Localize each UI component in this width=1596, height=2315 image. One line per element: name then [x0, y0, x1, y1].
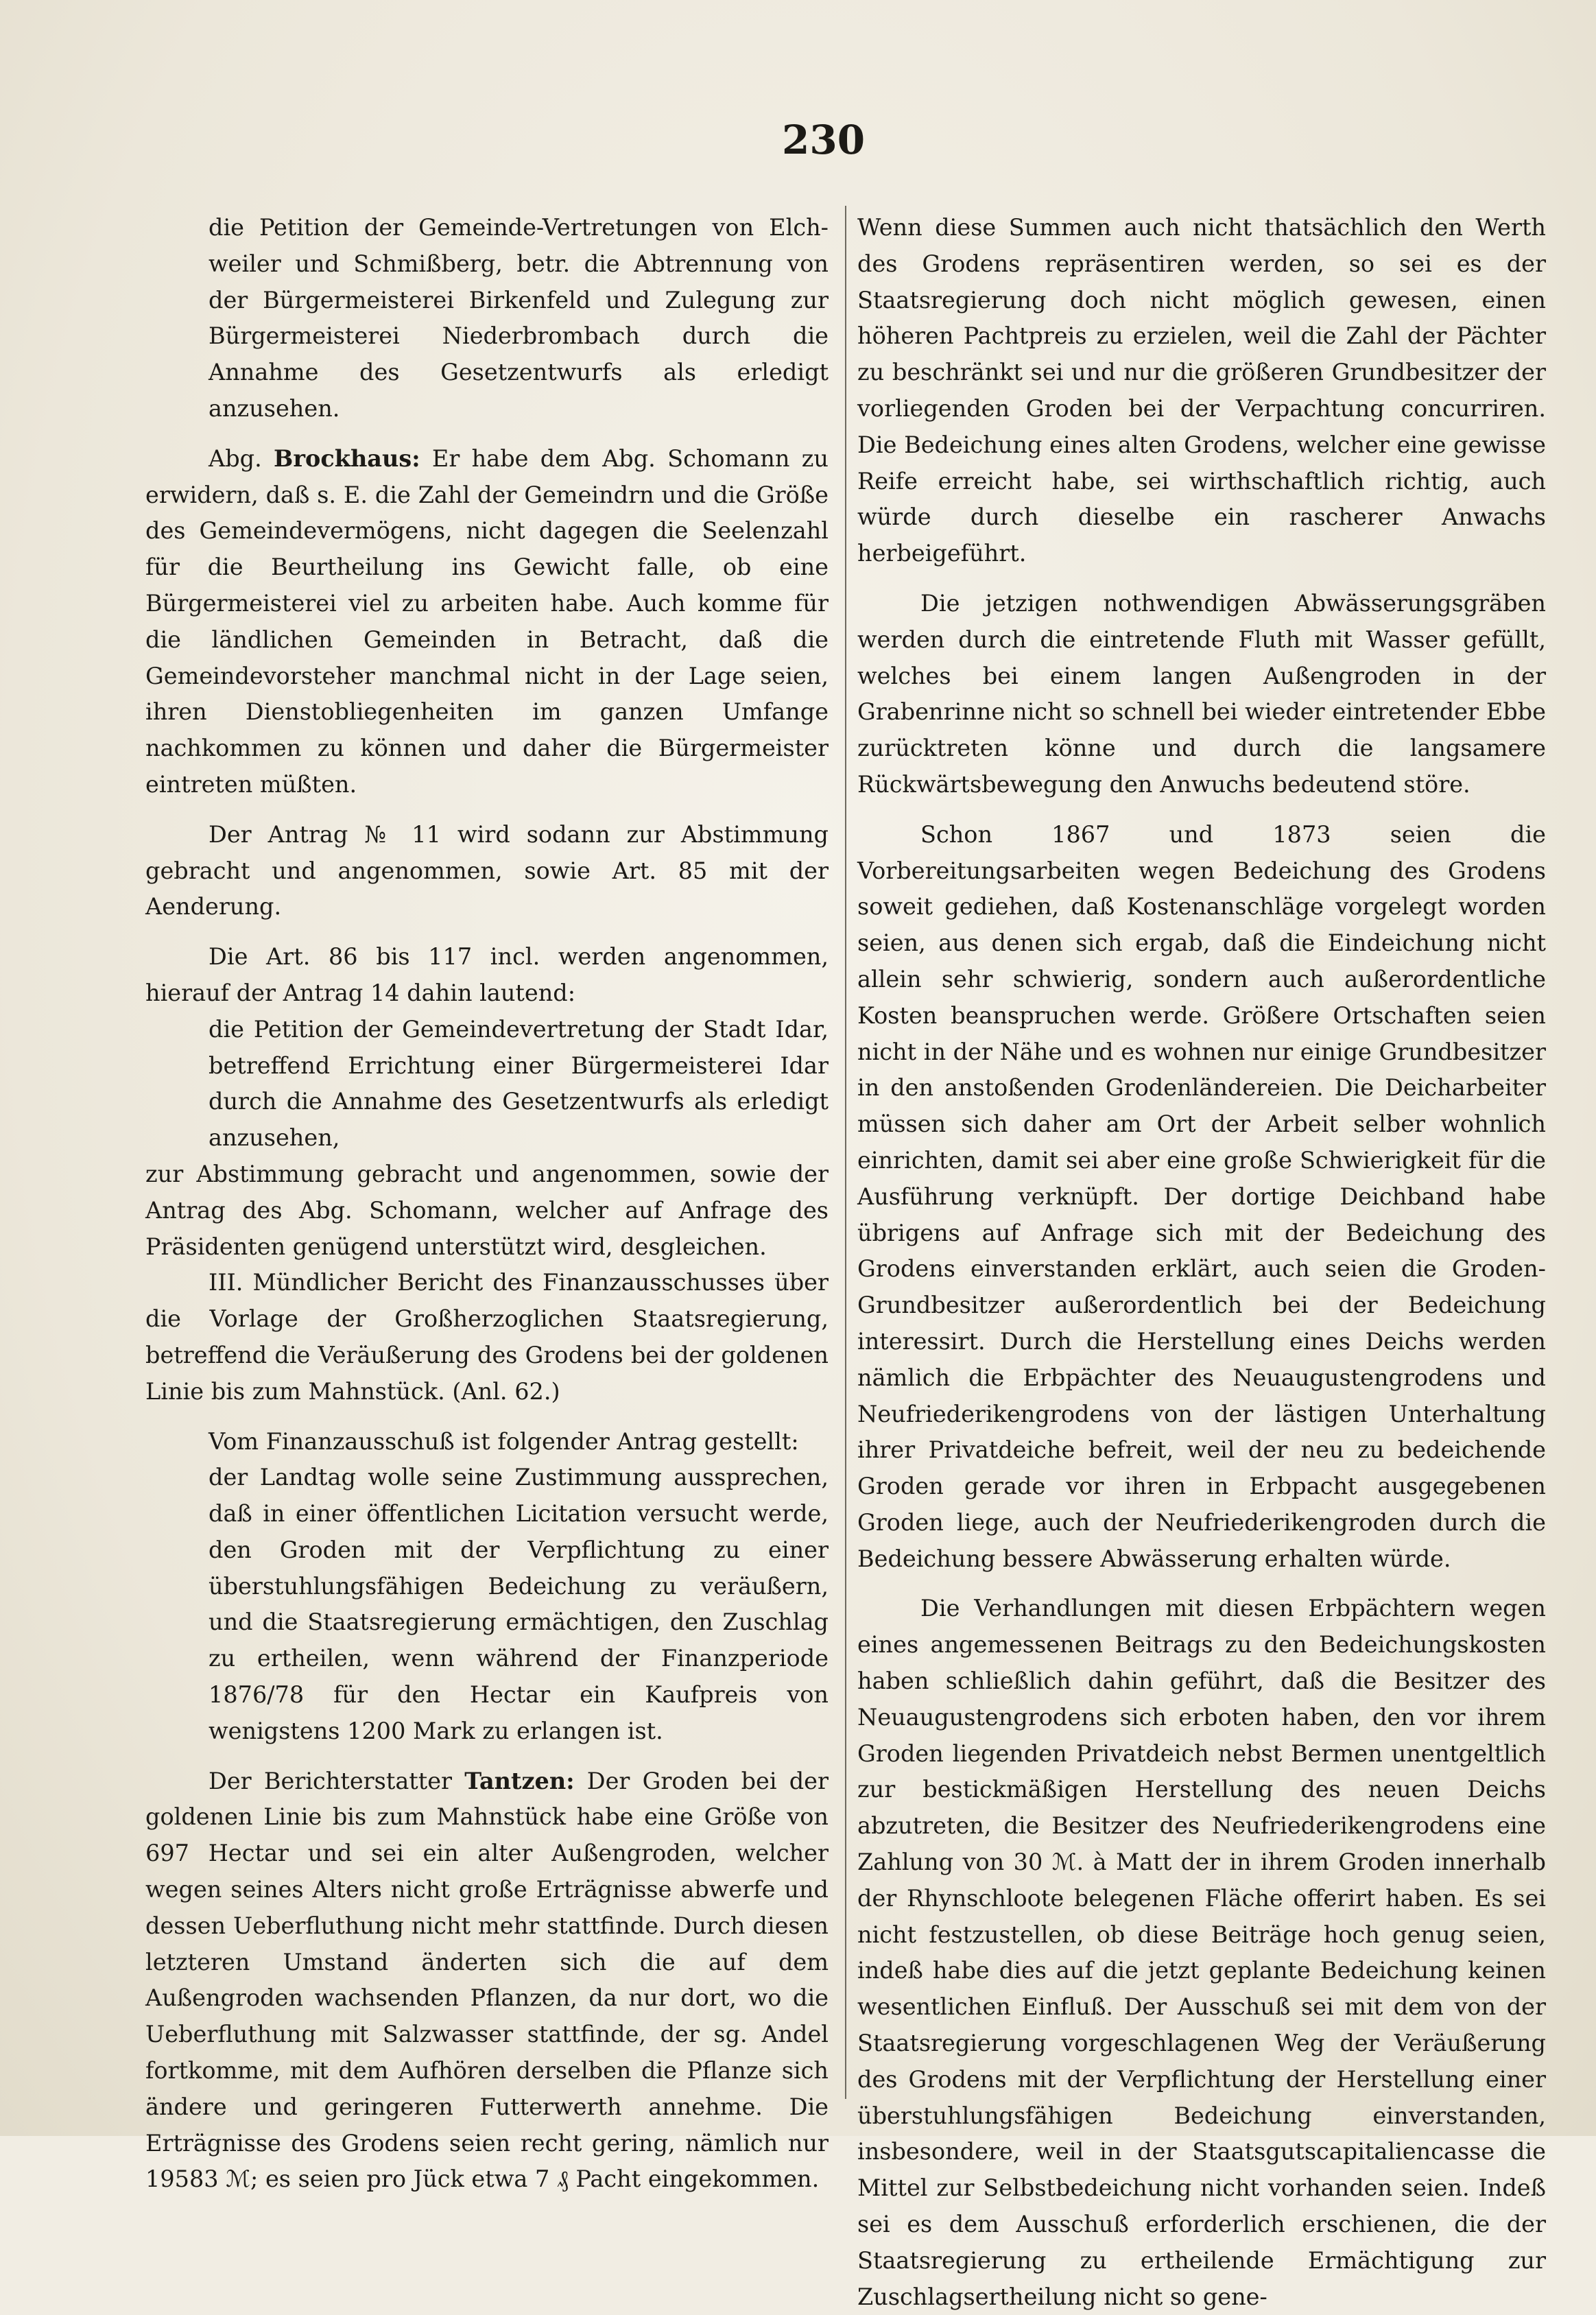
speaker-name: Tantzen: — [464, 1767, 575, 1794]
paragraph-text: Er habe dem Abg. Schomann zu erwidern, daß s. E. die Zahl der Gemeindrn und die Größe des Gemeindevermögens, nicht dagegen die Seelenzahl für die Beurtheilung ins Gewicht falle, ob eine Bürgermeisterei viel zu arbeiten habe. Auch komme für die ländlichen Gemeinden in Betracht, daß die Gemeindevorsteher manchmal nicht in der Lage seien, ihren Dienstobliegenheiten im ganzen Umfange nachkommen zu können und daher die Bürgermeister eintreten müßten. — [145, 444, 829, 798]
section-heading: III. Mündlicher Bericht des Finanzausschusses über die Vorlage der Großherzoglichen Staatsregierung, betreffend die Veräußerung des Grodens bei der goldenen Linie bis zum Mahnstück. (Anl. 62.) — [145, 1269, 829, 1405]
speaker-name: Brockhaus: — [274, 444, 420, 472]
paragraph: Wenn diese Summen auch nicht thatsächlich den Werth des Grodens repräsentiren werden, so sei es der Staatsregierung doch nicht möglich gewesen, einen höheren Pachtpreis zu erzielen, weil die Zahl der Pächter zu beschränkt sei und nur die größeren Grundbesitzer der vorliegenden Groden bei der Verpachtung concurriren. Die Bedeichung eines alten Grodens, welcher eine gewisse Reife erreicht habe, sei wirthschaftlich richtig, auch würde durch dieselbe ein rascherer Anwachs herbeigeführt. — [857, 214, 1546, 567]
right-column — [857, 210, 1546, 2315]
paragraph: Vom Finanzausschuß ist folgender Antrag gestellt: — [209, 1427, 799, 1455]
paragraph: zur Abstimmung gebracht und angenommen, sowie der Antrag des Abg. Schomann, welcher auf Anfrage des Präsidenten genügend unterstützt wird, desgleichen. — [145, 1160, 829, 1260]
column-divider — [845, 206, 846, 2099]
paragraph: Der Antrag № 11 wird sodann zur Abstimmung gebracht und angenommen, sowie Art. 85 mit der Aenderung. — [145, 820, 829, 921]
paragraph: Die jetzigen nothwendigen Abwässerungsgräben werden durch die eintretende Fluth mit Wasser gefüllt, welches bei einem langen Außengroden in der Grabenrinne nicht so schnell bei wieder eintretender Ebbe zurücktreten könne und durch die langsamere Rückwärtsbewegung den Anwuchs bedeutend störe. — [857, 589, 1546, 798]
page-number: 230 — [782, 117, 866, 163]
paragraph-lead: Der Berichterstatter — [209, 1767, 453, 1794]
paragraph: die Petition der Gemeinde-Vertretungen von Elch-weiler und Schmißberg, betr. die Abtrennung von der Bürgermeisterei Birkenfeld und Zulegung zur Bürgermeisterei Niederbrombach durch die Annahme des Gesetzentwurfs als erledigt anzusehen. — [209, 214, 829, 422]
paragraph: Die Verhandlungen mit diesen Erbpächtern wegen eines angemessenen Beitrags zu den Bedeichungskosten haben schließlich dahin geführt, daß die Besitzer des Neuaugustengrodens sich erboten haben, den vor ihrem Groden liegenden Privatdeich nebst Bermen unentgeltlich zur bestickmäßigen Herstellung des neuen Deichs abzutreten, die Besitzer des Neufriederikengrodens eine Zahlung von 30 ℳ. à Matt der in ihrem Groden innerhalb der Rhynschloote belegenen Fläche offerirt haben. Es sei nicht festzustellen, ob diese Beiträge hoch genug seien, indeß habe dies auf die jetzt geplante Bedeichung keinen wesentlichen Einfluß. Der Ausschuß sei mit dem von der Staatsregierung vorgeschlagenen Weg der Veräußerung des Grodens mit der Verpflichtung der Herstellung einer überstuhlungsfähigen Bedeichung einverstanden, insbesondere, weil in der Staatsgutscapitaliencasse die Mittel zur Selbstbedeichung nicht vorhanden seien. Indeß sei es dem Ausschuß erforderlich erschienen, die der Staatsregierung zu ertheilende Ermächtigung zur Zuschlagsertheilung nicht so gene- — [857, 1595, 1546, 2310]
paragraph-quote: die Petition der Gemeindevertretung der Stadt Idar, betreffend Errichtung einer Bürgermeisterei Idar durch die Annahme des Gesetzentwurfs als erledigt anzusehen, — [209, 1015, 829, 1152]
paragraph-tantzen — [145, 1764, 829, 2198]
paragraph-lead: Abg. — [209, 444, 262, 472]
paragraph-brockhaus — [145, 441, 829, 803]
paragraph: Schon 1867 und 1873 seien die Vorbereitungsarbeiten wegen Bedeichung des Grodens soweit gediehen, daß Kostenanschläge vorgelegt worden seien, aus denen sich ergab, daß die Eindeichung nicht allein sehr schwierig, sondern auch außerordentliche Kosten beanspruchen werde. Größere Ortschaften seien nicht in der Nähe und es wohnen nur einige Grundbesitzer in den anstoßenden Grodenländereien. Die Deicharbeiter müssen sich daher am Ort der Arbeit selber wohnlich einrichten, damit sei aber eine große Schwierigkeit für die Ausführung verknüpft. Der dortige Deichband habe übrigens auf Anfrage sich mit der Bedeichung des Grodens einverstanden erklärt, auch seien die Groden-Grundbesitzer außerordentlich bei der Bedeichung interessirt. Durch die Herstellung eines Deichs werden nämlich die Erbpächter des Neuaugustengrodens und Neufriederikengrodens von der lästigen Unterhaltung ihrer Privatdeiche befreit, weil der neu zu bedeichende Groden gerade vor ihren in Erbpacht ausgegebenen Groden liege, auch der Neufriederikengroden durch die Bedeichung bessere Abwässerung erhalten würde. — [857, 820, 1546, 1572]
paragraph: Die Art. 86 bis 117 incl. werden angenommen, hierauf der Antrag 14 dahin lautend: — [145, 943, 829, 1006]
paragraph-quote: der Landtag wolle seine Zustimmung aussprechen, daß in einer öffentlichen Licitation versucht werde, den Groden mit der Verpflichtung zu einer überstuhlungsfähigen Bedeichung zu veräußern, und die Staatsregierung ermächtigen, den Zuschlag zu ertheilen, wenn während der Finanzperiode 1876/78 für den Hectar ein Kaufpreis von wenigstens 1200 Mark zu erlangen ist. — [209, 1464, 829, 1744]
paragraph-text: Der Groden bei der goldenen Linie bis zum Mahnstück habe eine Größe von 697 Hectar und sei ein alter Außengroden, welcher wegen seines Alters nicht große Erträgnisse abwerfe und dessen Ueberfluthung nicht mehr stattfinde. Durch diesen letzteren Umstand änderten sich die auf dem Außengroden wachsenden Pflanzen, da nur dort, wo die Ueberfluthung mit Salzwasser stattfinde, der sg. Andel fortkomme, mit dem Aufhören derselben die Pflanze sich ändere und geringeren Futterwerth annehme. Die Erträgnisse des Grodens seien recht gering, nämlich nur 19583 ℳ; es seien pro Jück etwa 7 ₰ Pacht eingekommen. — [145, 1767, 829, 2193]
left-column — [145, 210, 829, 2198]
